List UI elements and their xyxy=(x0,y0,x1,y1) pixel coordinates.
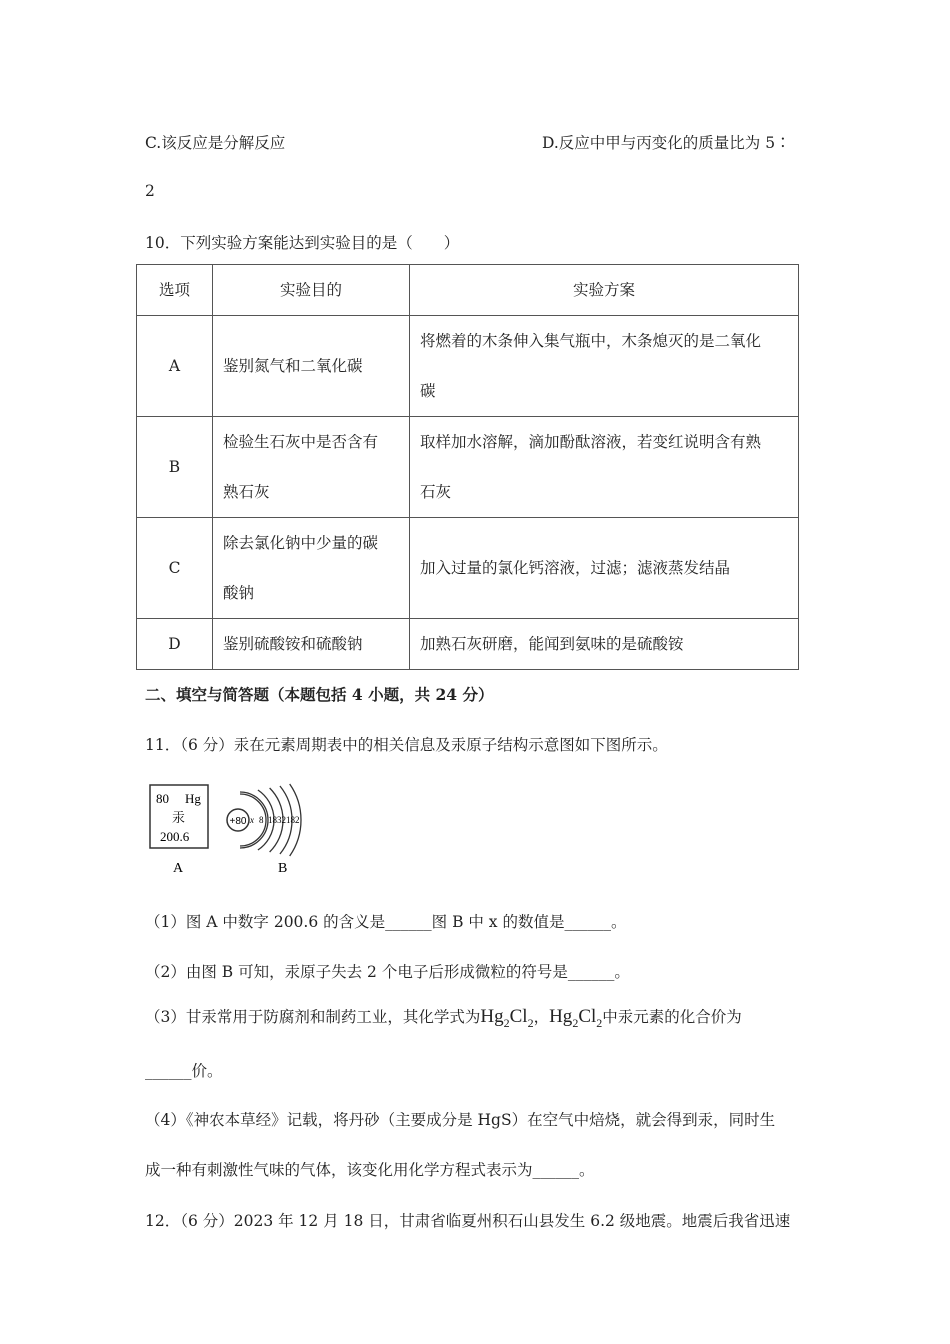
q11-part3 xyxy=(145,1005,742,1031)
q10-stem: 10．下列实验方案能达到实验目的是（ ） xyxy=(145,234,460,252)
label-b: B xyxy=(278,861,288,876)
cell-text: 加熟石灰研磨，能闻到氨味的是硫酸铵 xyxy=(420,635,684,653)
q10-table xyxy=(136,264,799,670)
element-name: 汞 xyxy=(172,811,186,826)
cell-text: 碳 xyxy=(420,382,436,400)
shell-electron-count: 32 xyxy=(277,815,286,825)
element-symbol: Hg xyxy=(185,791,201,806)
mercury-figure xyxy=(145,778,335,878)
electron-shells xyxy=(240,784,301,856)
cell-text: 取样加水溶解，滴加酚酞溶液，若变红说明含有熟 xyxy=(420,433,762,451)
q11-stem: 11．（6 分）汞在元素周期表中的相关信息及汞原子结构示意图如下图所示。 xyxy=(145,736,668,754)
shell-electron-count: 8 xyxy=(259,815,264,825)
shell-electron-count: x xyxy=(250,815,254,825)
cell-text: 熟石灰 xyxy=(223,483,270,501)
table-row xyxy=(137,619,799,670)
goal-cell xyxy=(213,316,410,417)
section-title: 二、填空与简答题（本题包括 4 小题，共 24 分） xyxy=(145,685,494,704)
option-cell: D xyxy=(137,619,213,670)
shell-electron-count: 18 xyxy=(268,815,277,825)
q11-part1: （1）图 A 中数字 200.6 的含义是______图 B 中 x 的数值是______。 xyxy=(145,913,627,931)
formula-hg2cl2: $Hg_2Cl_2$ xyxy=(549,1006,603,1030)
table-row xyxy=(137,518,799,619)
table-header: 实验目的 xyxy=(213,265,410,316)
q11-part2: （2）由图 B 可知，汞原子失去 2 个电子后形成微粒的符号是______。 xyxy=(145,963,630,981)
q11-part3-text-b: 中汞元素的化合价为 xyxy=(602,1008,742,1026)
plan-cell xyxy=(410,619,799,670)
q11-part3-sep: ， xyxy=(533,1008,550,1026)
table-row xyxy=(137,417,799,518)
table-header: 实验方案 xyxy=(410,265,799,316)
cell-text: 检验生石灰中是否含有 xyxy=(223,433,379,451)
shell-electron-count: 2 xyxy=(295,815,300,825)
goal-cell xyxy=(213,417,410,518)
nucleus-charge: +80 xyxy=(229,816,247,827)
cell-text: 鉴别硫酸铵和硫酸钠 xyxy=(223,635,363,653)
goal-cell xyxy=(213,619,410,670)
atomic-mass: 200.6 xyxy=(160,829,190,844)
shell-electron-count: 18 xyxy=(286,815,295,825)
option-cell: B xyxy=(137,417,213,518)
table-row xyxy=(137,316,799,417)
q9-option-d-cont: 2 xyxy=(145,182,155,200)
label-a: A xyxy=(173,861,184,876)
table-header-row xyxy=(137,265,799,316)
plan-cell xyxy=(410,316,799,417)
plan-cell xyxy=(410,518,799,619)
q11-part4: （4）《神农本草经》记载，将丹砂（主要成分是 HgS）在空气中焙烧，就会得到汞，同时生 xyxy=(145,1111,776,1129)
q12-stem: 12．（6 分）2023 年 12 月 18 日，甘肃省临夏州积石山县发生 6.2 级地震。地震后我省迅速 xyxy=(145,1212,791,1230)
table-header: 选项 xyxy=(137,265,213,316)
cell-text: 加入过量的氯化钙溶液，过滤；滤液蒸发结晶 xyxy=(420,559,731,577)
cell-text: 鉴别氮气和二氧化碳 xyxy=(223,357,363,375)
plan-cell xyxy=(410,417,799,518)
cell-text: 酸钠 xyxy=(223,584,255,602)
goal-cell xyxy=(213,518,410,619)
atomic-number: 80 xyxy=(156,791,169,806)
q11-part4-cont: 成一种有刺激性气味的气体，该变化用化学方程式表示为______。 xyxy=(145,1161,595,1179)
q9-option-c: C.该反应是分解反应 xyxy=(145,134,286,152)
option-cell: C xyxy=(137,518,213,619)
formula-hg2cl2: $Hg_2Cl_2$ xyxy=(480,1006,534,1030)
cell-text: 石灰 xyxy=(420,483,452,501)
cell-text: 将燃着的木条伸入集气瓶中，木条熄灭的是二氧化 xyxy=(420,332,762,350)
option-cell: A xyxy=(137,316,213,417)
q9-option-d: D.反应中甲与丙变化的质量比为 5∶ xyxy=(542,134,791,152)
q11-part3-text-a: （3）甘汞常用于防腐剂和制药工业，其化学式为 xyxy=(145,1008,481,1026)
cell-text: 除去氯化钠中少量的碳 xyxy=(223,534,379,552)
q11-part3-cont: ______价。 xyxy=(145,1062,223,1080)
